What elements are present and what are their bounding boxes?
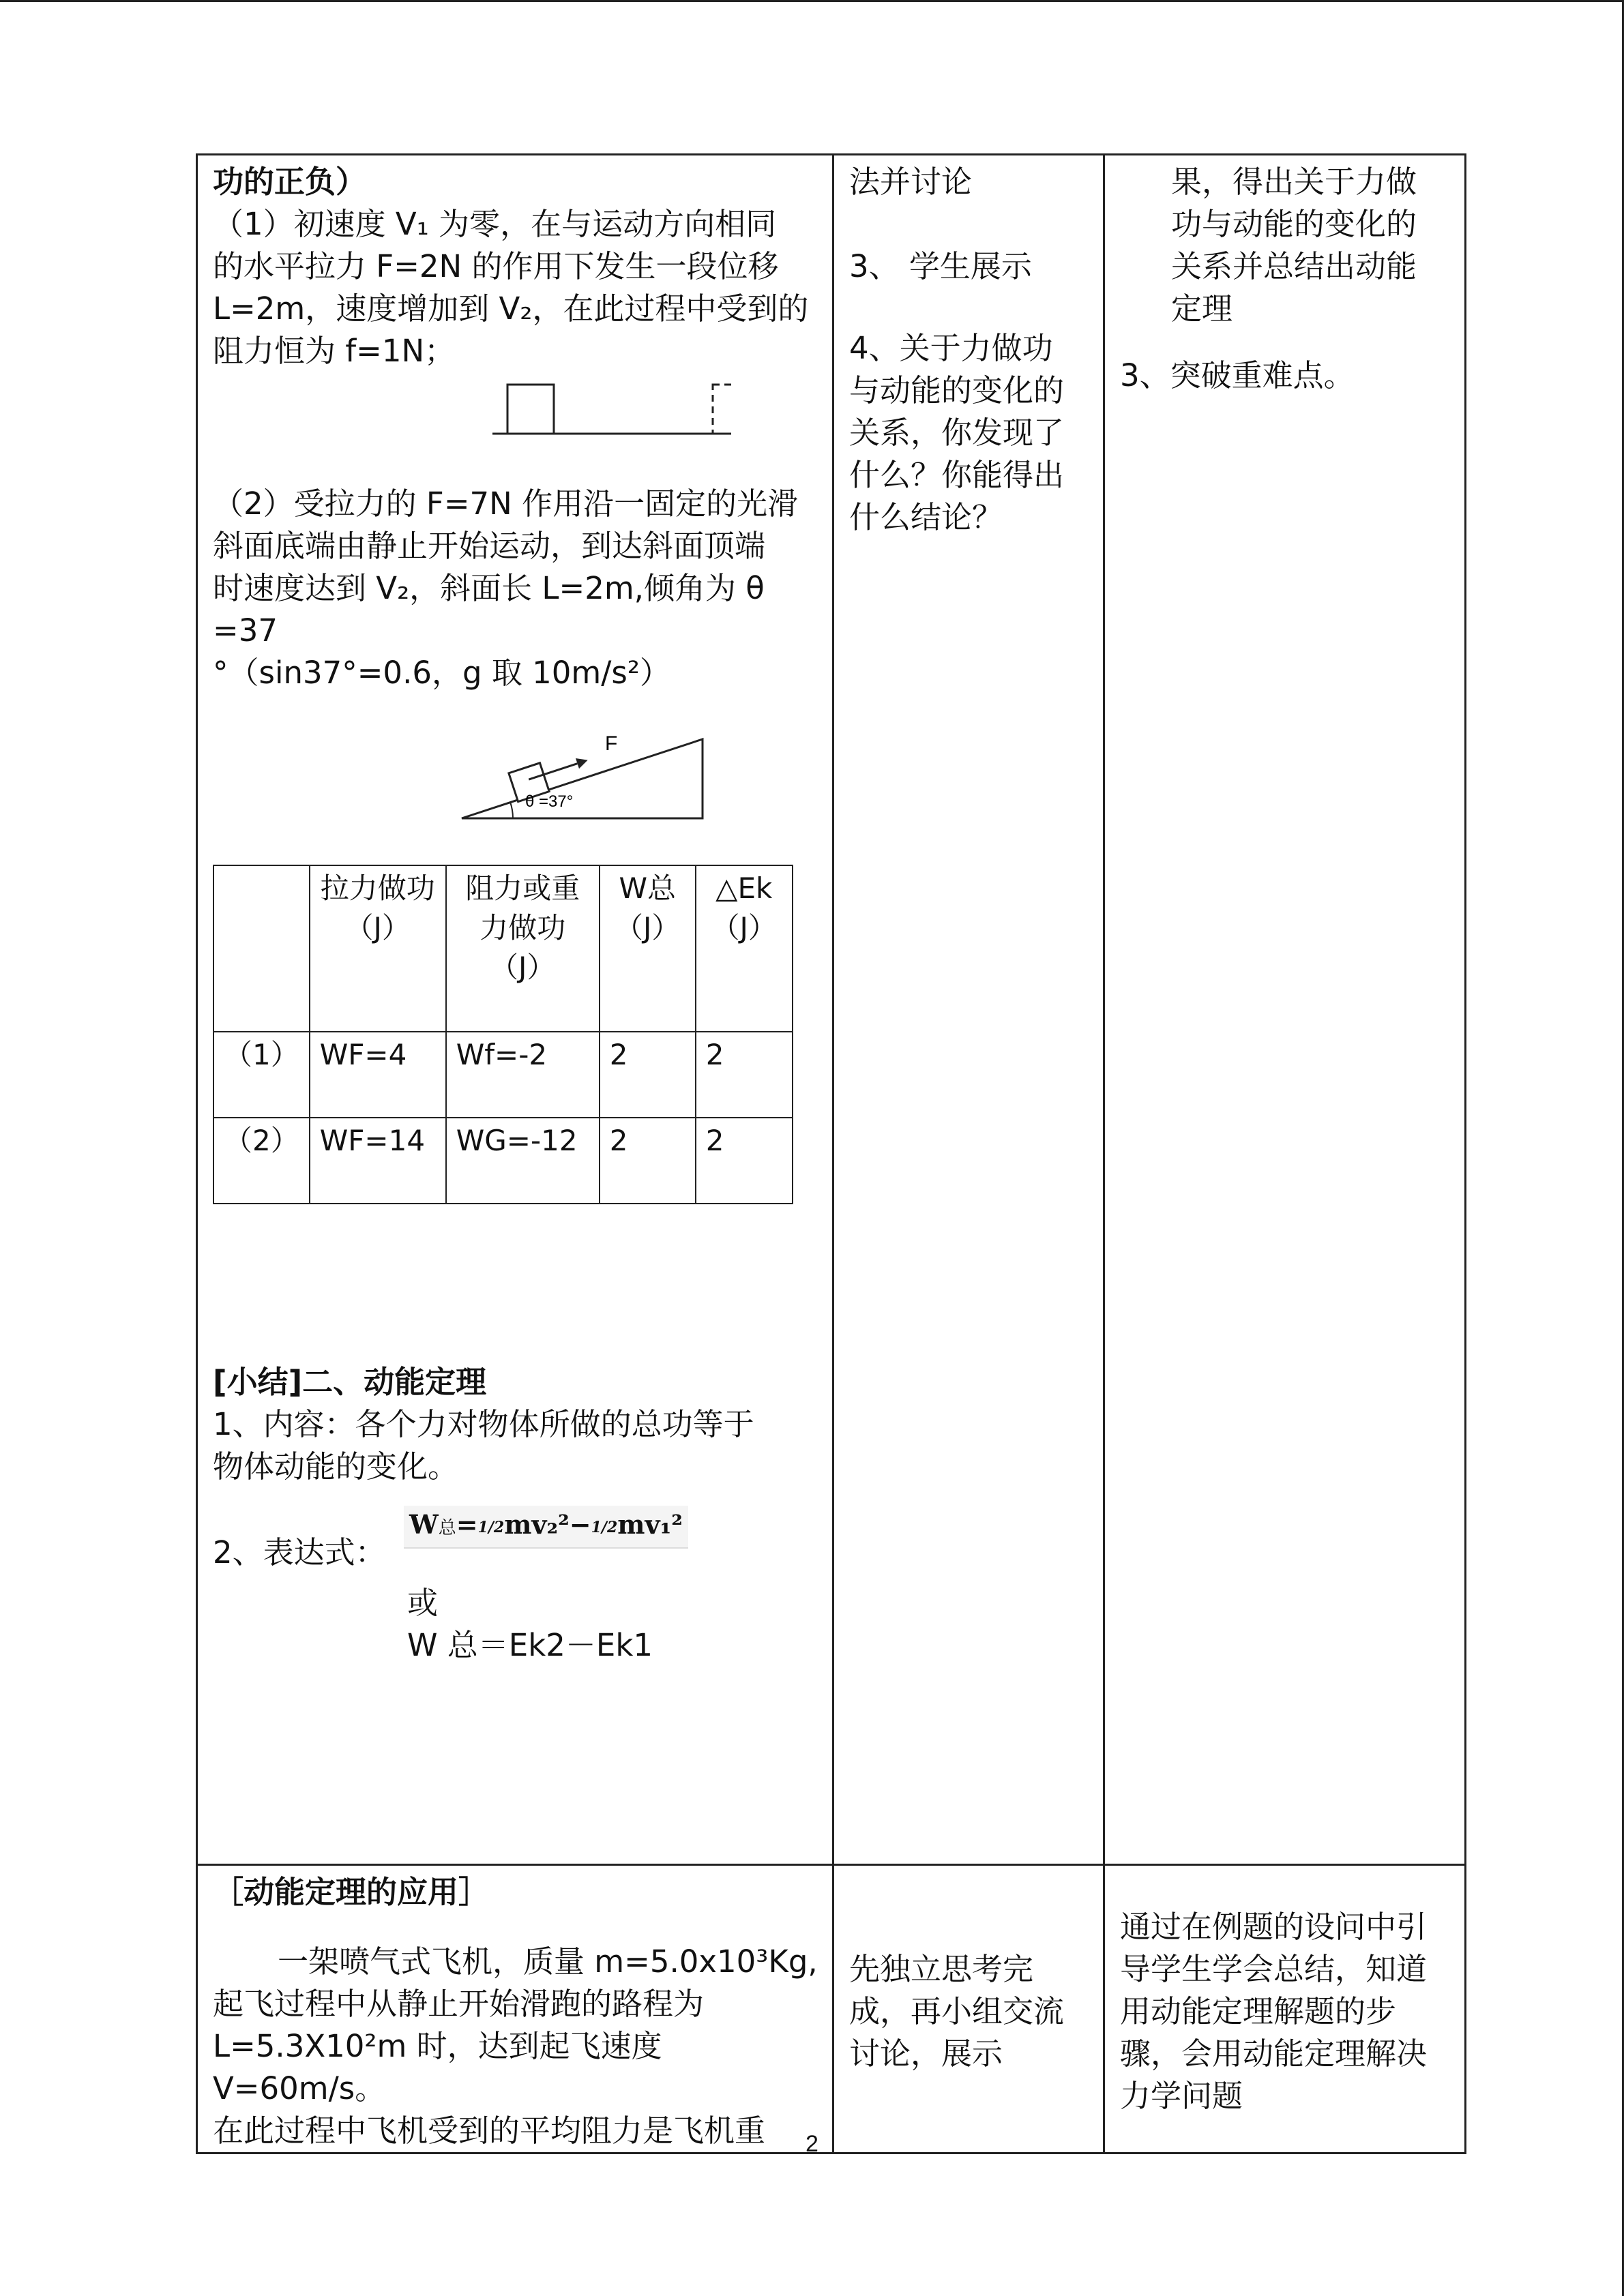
activity-line: 成，再小组交流 — [849, 1993, 1065, 2029]
intent-line: 力学问题 — [1120, 2078, 1243, 2114]
formula-half: 1/2 — [591, 1518, 618, 1536]
activity-line: 讨论，展示 — [849, 2036, 1003, 2072]
force-label: F — [605, 732, 618, 755]
application-line: 在此过程中飞机受到的平均阻力是飞机重 — [213, 2113, 766, 2149]
angle-arc — [510, 802, 513, 818]
intent-cell — [1104, 155, 1466, 1865]
formula-mv2: mv₂² — [504, 1509, 570, 1540]
table-cell: 2 — [696, 1032, 793, 1118]
activity-line: 什么结论？ — [849, 499, 1003, 535]
table-row — [213, 1118, 793, 1204]
activity-line: 先独立思考完 — [849, 1951, 1034, 1987]
or-label: 或 — [407, 1585, 439, 1621]
application-title: ［动能定理的应用］ — [213, 1874, 490, 1910]
incline-figure — [213, 716, 731, 846]
formula-total-sub: 总 — [438, 1518, 456, 1538]
activity-line: 关系，你发现了 — [849, 415, 1065, 451]
formula-image — [404, 1506, 688, 1549]
block-start — [507, 385, 554, 434]
intent-line: 导学生学会总结，知道 — [1120, 1951, 1428, 1987]
case1-line: 的水平拉力 F=2N 的作用下发生一段位移 — [213, 248, 779, 284]
table-cell: （1） — [213, 1032, 310, 1118]
intent-line: 定理 — [1171, 290, 1233, 327]
work-energy-table — [213, 865, 793, 1204]
header-cell: 阻力或重力做功（J） — [446, 865, 600, 1032]
activity-line: 3、 学生展示 — [849, 248, 1032, 284]
content-line: 1、内容：各个力对物体所做的总功等于 — [213, 1406, 754, 1442]
table-cell: （2） — [213, 1118, 310, 1204]
activity-cell — [833, 155, 1104, 1865]
activity-line: 4、关于力做功 — [849, 330, 1053, 366]
application-line: L=5.3X10²m 时，达到起飞速度 V=60m/s。 — [213, 2028, 662, 2106]
intent-line: 果，得出关于力做 — [1171, 164, 1417, 200]
activity-line: 与动能的变化的 — [849, 372, 1065, 408]
table-cell: WF=14 — [310, 1118, 446, 1204]
table-cell: 2 — [600, 1032, 696, 1118]
expression-block — [213, 1506, 818, 1574]
block-end — [713, 385, 731, 434]
activity-cell — [833, 1865, 1104, 2153]
formula-half: 1/2 — [477, 1518, 505, 1536]
header-cell: 拉力做功（J） — [310, 865, 446, 1032]
formula-w: W — [409, 1509, 439, 1540]
horizontal-displacement-figure — [213, 372, 731, 461]
activity-line: 法并讨论 — [849, 164, 973, 200]
formula-minus: − — [569, 1509, 591, 1540]
table-row — [213, 1032, 793, 1118]
lesson-plan-table — [196, 153, 1466, 2154]
case1-line: 阻力恒为 f=1N； — [213, 333, 456, 369]
intent-line: 骤，会用动能定理解决 — [1120, 2036, 1428, 2072]
intent-line: 功与动能的变化的 — [1171, 206, 1417, 242]
intent-line: 通过在例题的设问中引 — [1120, 1909, 1428, 1945]
content-cell — [197, 1865, 833, 2153]
application-line: 起飞过程中从静止开始滑跑的路程为 — [213, 1986, 705, 2022]
intent-line: 关系并总结出动能 — [1171, 248, 1417, 284]
table-header-row — [213, 865, 793, 1032]
case2-line: （2）受拉力的 F=7N 作用沿一固定的光滑 — [213, 486, 799, 522]
case2-line: 时速度达到 V₂，斜面长 L=2m,倾角为 θ =37 — [213, 570, 765, 648]
header-cell — [213, 865, 310, 1032]
case1-line: L=2m，速度增加到 V₂，在此过程中受到的 — [213, 290, 809, 327]
formula-eq: = — [456, 1509, 478, 1540]
table-row — [197, 155, 1466, 1865]
expression-label: 2、表达式： — [213, 1534, 386, 1570]
application-line: 一架喷气式飞机，质量 m=5.0x10³Kg, — [278, 1943, 818, 1980]
table-cell: Wf=-2 — [446, 1032, 600, 1118]
table-row — [197, 1865, 1466, 2153]
intent-line: 用动能定理解题的步 — [1120, 1993, 1397, 2029]
header-cell: W总（J） — [600, 865, 696, 1032]
table-cell: WG=-12 — [446, 1118, 600, 1204]
intent-cell — [1104, 1865, 1466, 2153]
table-cell: 2 — [600, 1118, 696, 1204]
content-cell — [197, 155, 833, 1865]
heading-tail: 功的正负） — [213, 164, 367, 200]
table-cell: 2 — [696, 1118, 793, 1204]
case1-line: （1）初速度 V₁ 为零，在与运动方向相同 — [213, 206, 777, 242]
alt-formula: W 总＝Ek2－Ek1 — [407, 1627, 653, 1663]
header-cell: △Ek（J） — [696, 865, 793, 1032]
force-arrowhead — [576, 755, 589, 769]
page-number: 2 — [806, 2131, 818, 2157]
summary-title: [小结]二、动能定理 — [213, 1364, 487, 1400]
incline-triangle — [462, 739, 703, 818]
case2-line: 斜面底端由静止开始运动，到达斜面顶端 — [213, 528, 766, 564]
formula-mv1: mv₁² — [617, 1509, 683, 1540]
angle-label: θ =37° — [525, 792, 574, 811]
case2-line: °（sin37°=0.6，g 取 10m/s²） — [213, 655, 670, 691]
intent-line: 3、突破重难点。 — [1120, 357, 1355, 393]
table-cell: WF=4 — [310, 1032, 446, 1118]
activity-line: 什么？你能得出 — [849, 457, 1065, 493]
content-line: 物体动能的变化。 — [213, 1448, 459, 1485]
